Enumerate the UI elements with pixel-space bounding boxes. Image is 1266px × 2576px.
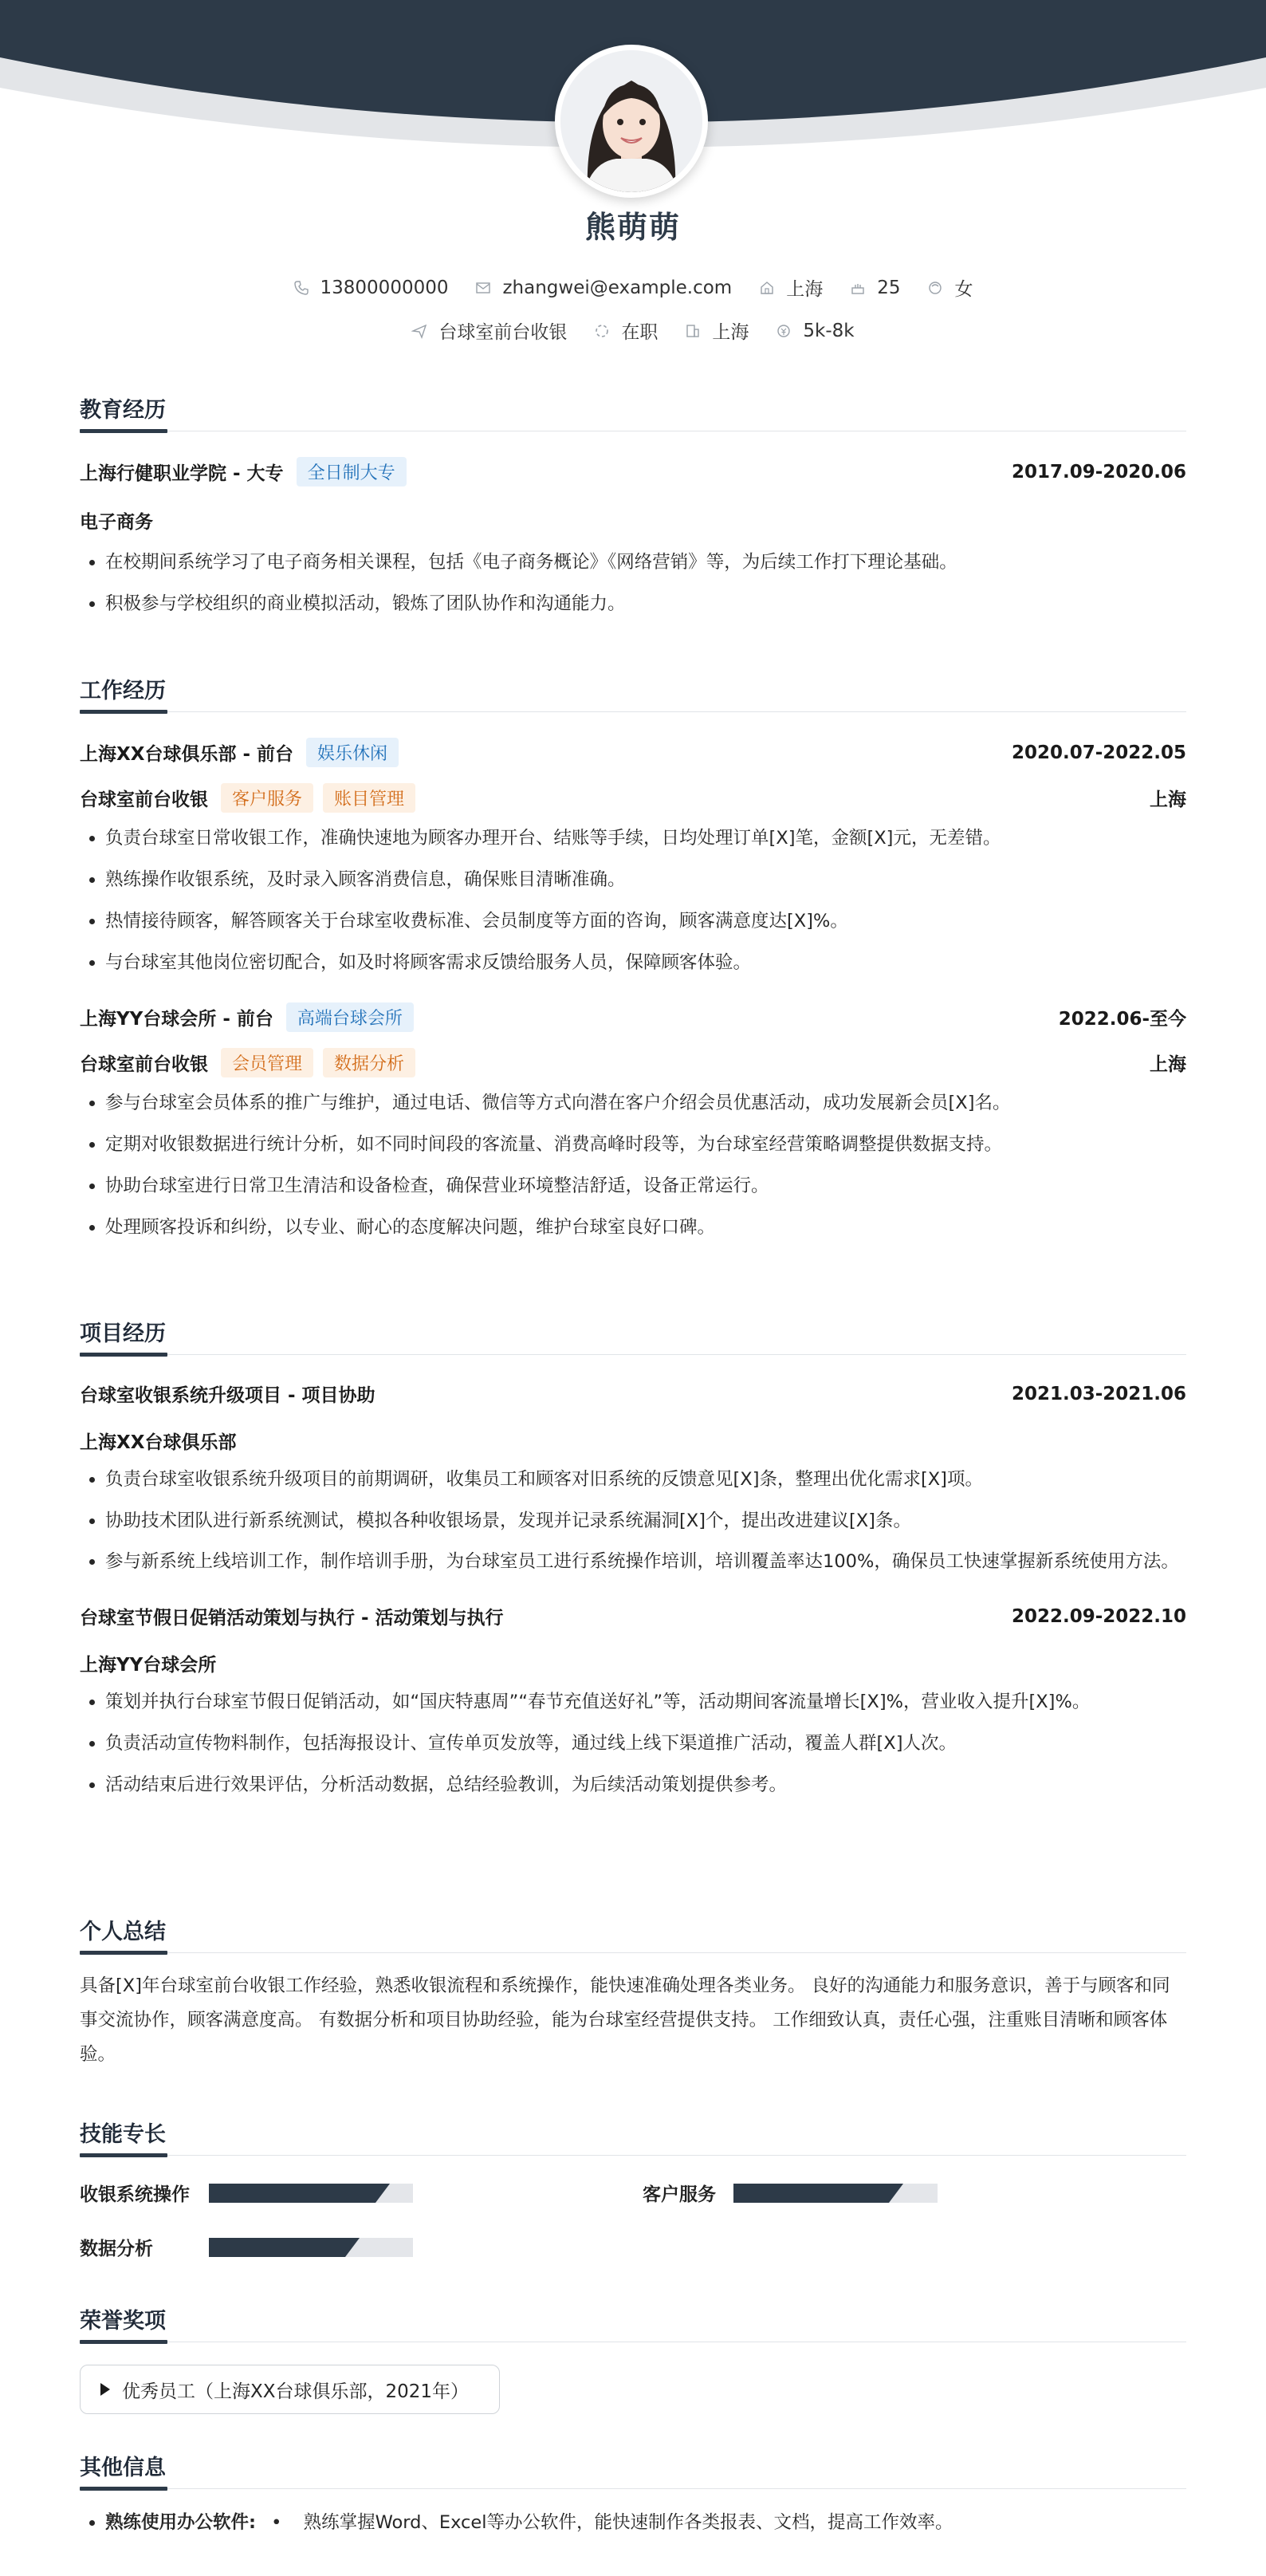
skill-item	[643, 2180, 938, 2206]
phone-icon	[293, 280, 309, 296]
project-name: 台球室节假日促销活动策划与执行 - 活动策划与执行	[80, 1608, 504, 1629]
list-item: • 参与台球室会员体系的推广与维护，通过电话、微信等方式向潜在客户介绍会员优惠活动，成功发展新会员[X]名。	[105, 1082, 1186, 1124]
email-text: zhangwei@example.com	[502, 277, 733, 298]
position-line	[80, 783, 415, 813]
skills-grid	[80, 2156, 1186, 2275]
list-item: • 定期对收银数据进行统计分析，如不同时间段的客流量、消费高峰时段等，为台球室经营策略调整提供数据支持。	[105, 1124, 1186, 1165]
skills-section	[80, 2117, 1186, 2275]
project-org: 上海XX台球俱乐部	[80, 1432, 237, 1453]
industry-tag: 高端台球会所	[286, 1002, 414, 1032]
project-date: 2022.09-2022.10	[1011, 1605, 1186, 1627]
caret-right-icon	[100, 2382, 111, 2397]
age-item	[850, 278, 900, 298]
list-item: • 热情接待顾客，解答顾客关于台球室收费标准、会员制度等方面的咨询，顾客满意度达[X]%。	[105, 900, 1186, 942]
avatar	[555, 45, 708, 198]
project-header	[80, 1381, 1186, 1407]
section-title: 项目经历	[80, 1316, 1186, 1355]
work-section	[80, 673, 1186, 1248]
section-title: 教育经历	[80, 392, 1186, 431]
city-text: 上海	[786, 279, 824, 300]
skill-fill	[733, 2184, 889, 2203]
skill-label: 客户服务	[643, 2184, 716, 2205]
education-section	[80, 392, 1186, 624]
project-header	[80, 1603, 1186, 1629]
salary-item	[776, 321, 854, 341]
award-text: 优秀员工（上海XX台球俱乐部，2021年）	[122, 2381, 470, 2402]
skill-fill	[209, 2238, 345, 2257]
job-bullets	[80, 817, 1186, 983]
summary-section	[80, 1914, 1186, 2072]
award-item[interactable]	[80, 2365, 500, 2414]
cake-icon	[850, 280, 866, 296]
target-city-item	[685, 317, 749, 344]
job-location: 上海	[1150, 1054, 1186, 1075]
candidate-name: 熊萌萌	[584, 210, 681, 245]
avatar-photo	[560, 50, 702, 192]
project-org: 上海YY台球会所	[80, 1655, 217, 1676]
section-title: 个人总结	[80, 1914, 1186, 1953]
education-tag: 全日制大专	[297, 457, 407, 486]
target-position-text: 台球室前台收银	[438, 322, 568, 343]
job-date: 2020.07-2022.05	[1011, 742, 1186, 763]
job-header	[80, 1002, 1186, 1032]
skill-bar	[209, 2184, 413, 2203]
list-item: • 负责台球室收银系统升级项目的前期调研，收集员工和顾客对旧系统的反馈意见[X]条，整理出优化需求[X]项。	[105, 1459, 1186, 1500]
position-name: 台球室前台收银	[80, 790, 208, 810]
skill-label: 数据分析	[80, 2239, 153, 2259]
list-item	[105, 2502, 1186, 2543]
skill-tag: 数据分析	[323, 1048, 415, 1077]
awards-section	[80, 2303, 1186, 2414]
project-name: 台球室收银系统升级项目 - 项目协助	[80, 1385, 375, 1406]
education-entry-title	[80, 457, 407, 486]
project-bullets	[80, 1459, 1186, 1579]
home-icon	[759, 280, 775, 296]
company-name: 上海XX台球俱乐部 - 前台	[80, 744, 294, 765]
skill-bar	[733, 2184, 938, 2203]
project-date: 2021.03-2021.06	[1011, 1383, 1186, 1404]
bullet-dot: •	[271, 2512, 282, 2533]
skill-label: 收银系统操作	[80, 2184, 190, 2205]
skill-item	[80, 2180, 413, 2206]
salary-icon	[776, 323, 792, 339]
education-date: 2017.09-2020.06	[1011, 461, 1186, 483]
projects-section	[80, 1316, 1186, 1806]
skill-fill	[209, 2184, 375, 2203]
skill-item	[80, 2234, 413, 2260]
section-title: 技能专长	[80, 2117, 1186, 2156]
status-icon	[594, 323, 610, 339]
email-item	[475, 278, 732, 298]
job-title	[80, 738, 399, 767]
target-city-text: 上海	[712, 322, 749, 343]
list-item: • 协助技术团队进行新系统测试，模拟各种收银场景，发现并记录系统漏洞[X]个，提出改进建议[X]条。	[105, 1500, 1186, 1542]
phone-text: 13800000000	[320, 277, 449, 298]
list-item: • 协助台球室进行日常卫生清洁和设备检查，确保营业环境整洁舒适，设备正常运行。	[105, 1165, 1186, 1207]
gender-icon	[927, 280, 943, 296]
building-icon	[685, 323, 701, 339]
company-name: 上海YY台球会所 - 前台	[80, 1009, 273, 1030]
position-name: 台球室前台收银	[80, 1054, 208, 1075]
job-date: 2022.06-至今	[1058, 1009, 1186, 1030]
section-title: 荣誉奖项	[80, 2303, 1186, 2342]
list-item: • 积极参与学校组织的商业模拟活动，锻炼了团队协作和沟通能力。	[105, 583, 1186, 624]
project-bullets	[80, 1681, 1186, 1806]
school-name: 上海行健职业学院 - 大专	[80, 463, 284, 484]
other-list	[80, 2502, 1186, 2543]
job-bullets	[80, 1082, 1186, 1248]
list-item: • 参与新系统上线培训工作，制作培训手册，为台球室员工进行系统操作培训，培训覆盖率达100%，确保员工快速掌握新系统使用方法。	[105, 1545, 1186, 1579]
skill-bar	[209, 2238, 413, 2257]
job-status-text: 在职	[621, 322, 659, 343]
summary-text: 具备[X]年台球室前台收银工作经验，熟悉收银流程和系统操作，能快速准确处理各类业务。 良好的沟通能力和服务意识，善于与顾客和同事交流协作，顾客满意度高。 有数据分析和项目协助经验，能为台球室经营提供支持。 工作细致认真，责任心强，注重账目清晰和顾客体验。	[80, 1975, 1170, 2065]
major-name: 电子商务	[80, 512, 153, 533]
list-item: • 与台球室其他岗位密切配合，如及时将顾客需求反馈给服务人员，保障顾客体验。	[105, 942, 1186, 983]
education-header	[80, 457, 1186, 486]
list-item: • 活动结束后进行效果评估，分析活动数据，总结经验教训，为后续活动策划提供参考。	[105, 1764, 1186, 1806]
education-bullets	[80, 542, 1186, 624]
age-text: 25	[877, 277, 901, 298]
job-header	[80, 738, 1186, 767]
phone-item	[293, 278, 449, 298]
city-item	[759, 274, 823, 301]
other-label: 熟练使用办公软件:	[105, 2512, 256, 2533]
section-title: 工作经历	[80, 673, 1186, 712]
other-text: 熟练掌握Word、Excel等办公软件，能快速制作各类报表、文档，提高工作效率。	[303, 2512, 953, 2533]
target-position-item	[411, 317, 567, 344]
job-subheader	[80, 783, 1186, 813]
skill-tag: 账目管理	[323, 783, 415, 813]
list-item: • 在校期间系统学习了电子商务相关课程，包括《电子商务概论》《网络营销》等，为后续工作打下理论基础。	[105, 542, 1186, 583]
skill-tag: 会员管理	[221, 1048, 313, 1077]
position-line	[80, 1048, 415, 1077]
industry-tag: 娱乐休闲	[306, 738, 399, 767]
list-item: • 熟练操作收银系统，及时录入顾客消费信息，确保账目清晰准确。	[105, 859, 1186, 900]
job-subheader	[80, 1048, 1186, 1077]
job-status-item	[594, 317, 658, 344]
mail-icon	[475, 280, 491, 296]
salary-text: 5k-8k	[803, 320, 855, 341]
list-item: • 处理顾客投诉和纠纷，以专业、耐心的态度解决问题，维护台球室良好口碑。	[105, 1207, 1186, 1248]
list-item: • 负责活动宣传物料制作，包括海报设计、宣传单页发放等，通过线上线下渠道推广活动，覆盖人群[X]人次。	[105, 1723, 1186, 1764]
other-section	[80, 2450, 1186, 2543]
skill-tag: 客户服务	[221, 783, 313, 813]
list-item: • 负责台球室日常收银工作，准确快速地为顾客办理开台、结账等手续，日均处理订单[X]笔，金额[X]元，无差错。	[105, 817, 1186, 859]
list-item: • 策划并执行台球室节假日促销活动，如“国庆特惠周”“春节充值送好礼”等，活动期间客流量增长[X]%，营业收入提升[X]%。	[105, 1681, 1186, 1723]
job-intent-info	[0, 317, 1266, 344]
send-icon	[411, 323, 427, 339]
job-title	[80, 1002, 414, 1032]
job-location: 上海	[1150, 790, 1186, 810]
gender-item	[927, 274, 973, 301]
contact-info	[0, 274, 1266, 301]
section-title: 其他信息	[80, 2450, 1186, 2489]
gender-text: 女	[954, 279, 973, 300]
